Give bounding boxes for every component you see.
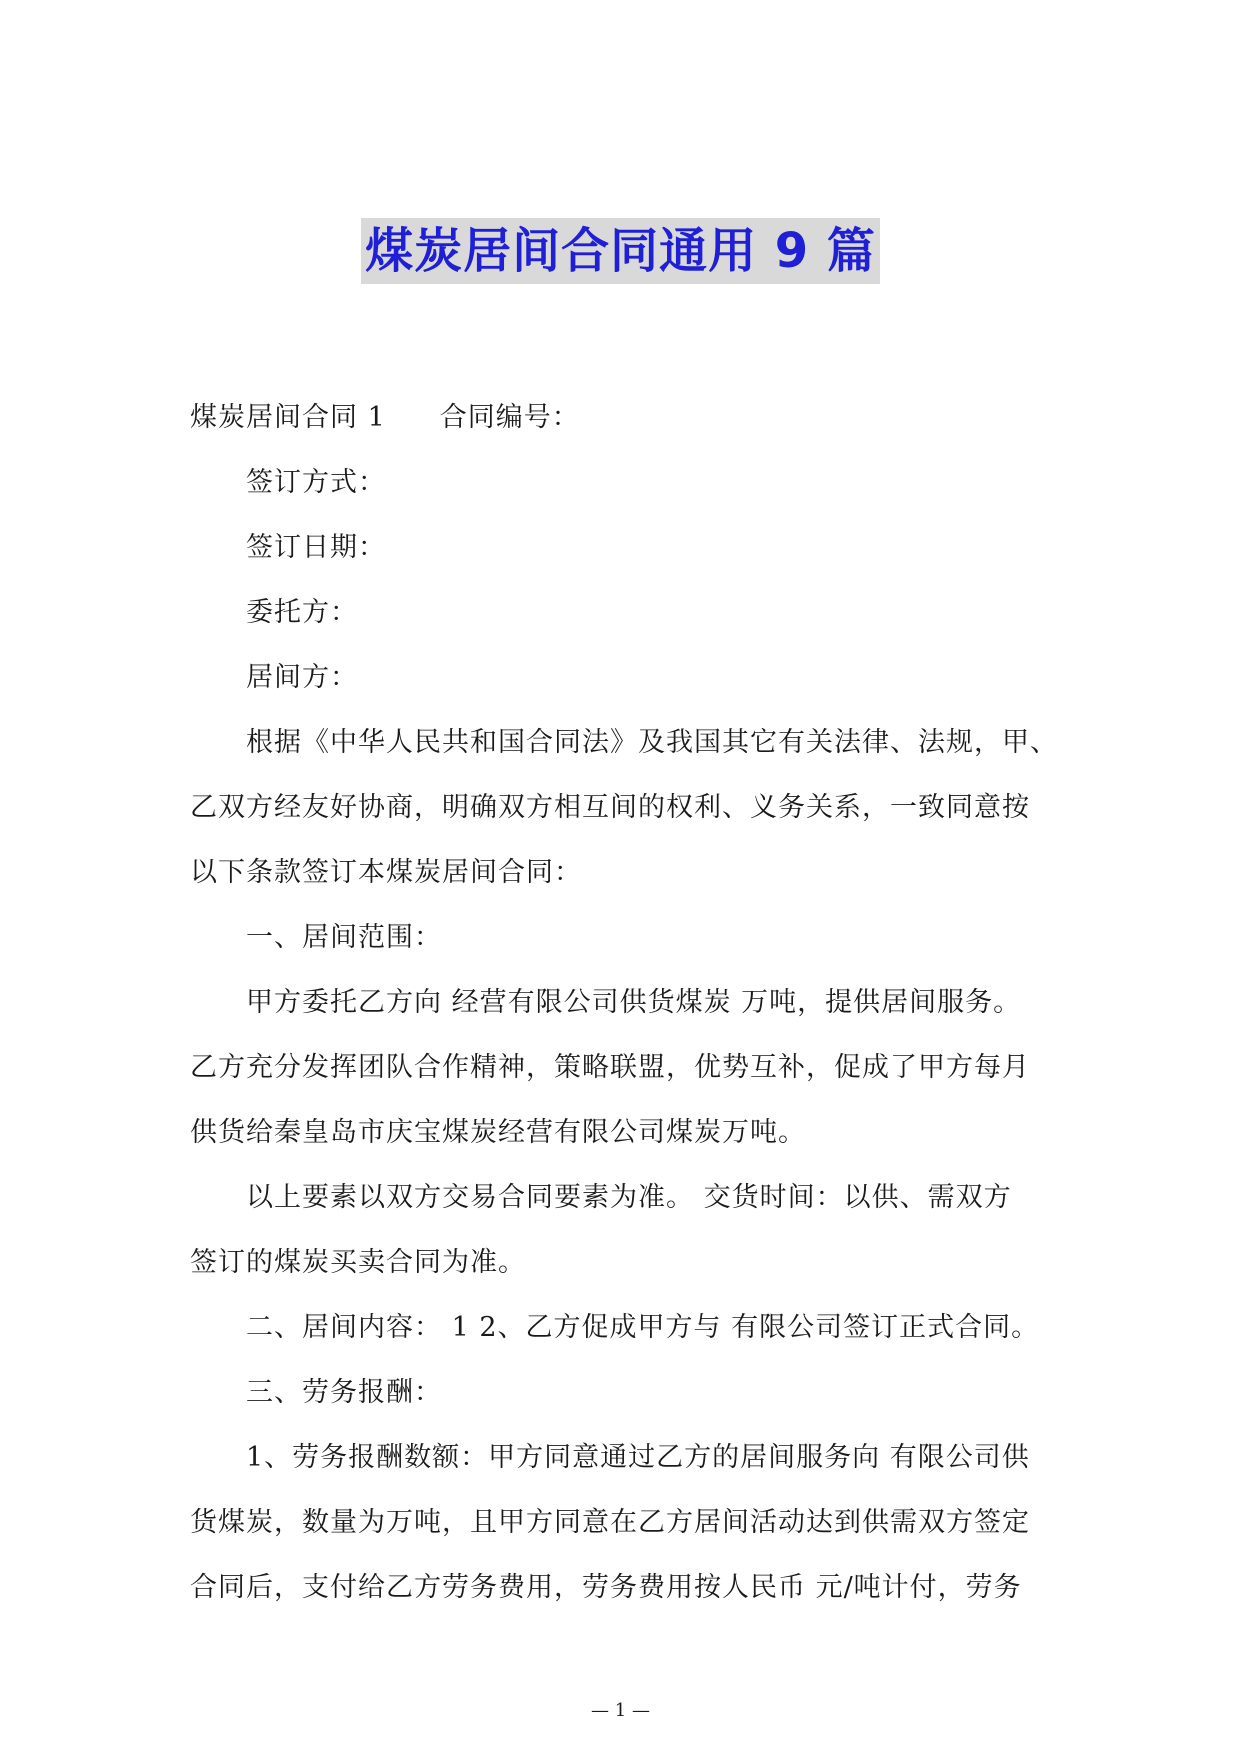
contract-number-label: 合同编号： [439, 402, 580, 433]
paragraph-line: 签订的煤炭买卖合同为准。 [190, 1247, 526, 1278]
paragraph-line: 以上要素以双方交易合同要素为准。 交货时间：以供、需双方 [246, 1182, 1012, 1213]
document-body [190, 385, 1060, 1620]
header-line [190, 385, 1060, 450]
section-heading: 二、居间内容： 1 2、乙方促成甲方与 有限公司签订正式合同。 [246, 1312, 1040, 1343]
title-wrap [0, 218, 1241, 284]
paragraph-line: 乙方充分发挥团队合作精神，策略联盟，优势互补，促成了甲方每月 [190, 1052, 1030, 1083]
paragraph-line: 根据《中华人民共和国合同法》及我国其它有关法律、法规，甲、 [246, 727, 1058, 758]
section-heading: 三、劳务报酬： [246, 1377, 442, 1408]
paragraph-line: 乙双方经友好协商，明确双方相互间的权利、义务关系，一致同意按 [190, 792, 1030, 823]
paragraph-line: 甲方委托乙方向 经营有限公司供货煤炭 万吨，提供居间服务。 [246, 987, 1022, 1018]
section-heading: 一、居间范围： [246, 922, 442, 953]
paragraph-line: 以下条款签订本煤炭居间合同： [190, 857, 582, 888]
page-number: — 1 — [591, 1700, 650, 1721]
signing-date-line: 签订日期： [246, 532, 386, 563]
paragraph-line: 合同后，支付给乙方劳务费用，劳务费用按人民币 元/吨计付，劳务 [190, 1572, 1022, 1603]
document-title: 煤炭居间合同通用 9 篇 [361, 218, 880, 284]
paragraph-line: 1、劳务报酬数额：甲方同意通过乙方的居间服务向 有限公司供 [246, 1442, 1030, 1473]
paragraph-line: 货煤炭，数量为万吨，且甲方同意在乙方居间活动达到供需双方签定 [190, 1507, 1030, 1538]
client-line: 委托方： [246, 597, 358, 628]
signing-method-line: 签订方式： [246, 467, 386, 498]
contract-name: 煤炭居间合同 1 [190, 402, 386, 433]
intermediary-line: 居间方： [246, 662, 358, 693]
paragraph-line: 供货给秦皇岛市庆宝煤炭经营有限公司煤炭万吨。 [190, 1117, 806, 1148]
